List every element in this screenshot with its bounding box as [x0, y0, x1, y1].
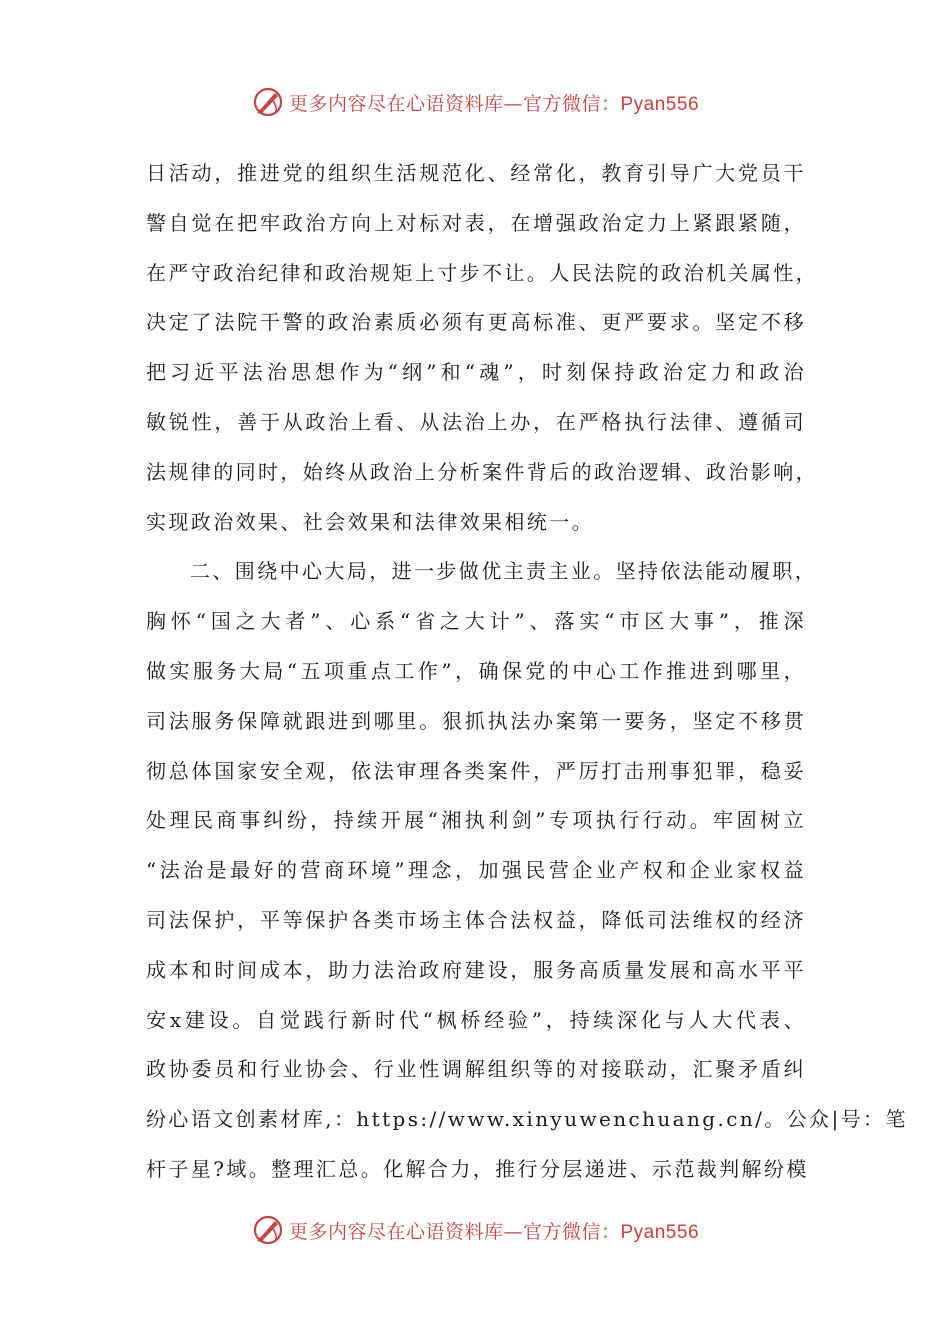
body-line: 处理民商事纠纷，持续开展“湘执利剑”专项执行行动。牢固树立 [146, 808, 806, 833]
body-line: 做实服务大局“五项重点工作”，确保党的中心工作推进到哪里， [146, 658, 806, 683]
body-line: 法规律的同时，始终从政治上分析案件背后的政治逻辑、政治影响， [146, 459, 818, 484]
header-banner [0, 82, 950, 122]
body-line: 二、围绕中心大局，进一步做优主责主业。坚持依法能动履职， [190, 559, 818, 584]
body-line: 警自觉在把牢政治方向上对标对表，在增强政治定力上紧跟紧随， [146, 210, 806, 235]
body-line: 政协委员和行业协会、行业性调解组织等的对接联动，汇聚矛盾纠 [146, 1057, 806, 1082]
body-line: 在严守政治纪律和政治规矩上寸步不让。人民法院的政治机关属性， [146, 260, 818, 285]
body-line: 实现政治效果、社会效果和法律效果相统一。 [146, 509, 594, 534]
document-body [146, 149, 908, 1195]
body-line: 纷心语文创素材库,：https://www.xinyuwenchuang.cn/。公众|号：笔 [146, 1107, 908, 1132]
header-wechat-id: Pyan556 [620, 93, 700, 115]
body-line: 日活动，推进党的组织生活规范化、经常化，教育引导广大党员干 [146, 161, 806, 185]
body-line: 胸怀“国之大者”、心系“省之大计”、落实“市区大事”，推深 [146, 609, 806, 634]
body-line: 决定了法院干警的政治素质必须有更高标准、更严要求。坚定不移 [146, 310, 806, 335]
header-banner-text: 更多内容尽在心语资料库—官方微信：Pyan556 [288, 92, 700, 115]
footer-wechat-id: Pyan556 [620, 1221, 700, 1243]
body-line: 司法保护，平等保护各类市场主体合法权益，降低司法维权的经济 [146, 907, 806, 932]
body-line: 安x建设。自觉践行新时代“枫桥经验”，持续深化与人大代表、 [146, 1007, 806, 1032]
body-line: “法治是最好的营商环境”理念，加强民营企业产权和企业家权益 [146, 858, 806, 883]
body-line: 成本和时间成本，助力法治政府建设，服务高质量发展和高水平平 [146, 957, 806, 982]
body-line: 杆子星?域。整理汇总。化解合力，推行分层递进、示范裁判解纷模 [146, 1156, 809, 1181]
body-line: 把习近平法治思想作为“纲”和“魂”，时刻保持政治定力和政治 [146, 360, 806, 385]
pen-logo-icon [251, 85, 285, 119]
footer-banner [0, 1210, 950, 1250]
body-line: 敏锐性，善于从政治上看、从法治上办，在严格执行法律、遵循司 [146, 409, 806, 434]
body-line: 司法服务保障就跟进到哪里。狠抓执法办案第一要务，坚定不移贯 [146, 708, 806, 733]
body-line: 彻总体国家安全观，依法审理各类案件，严厉打击刑事犯罪，稳妥 [146, 758, 806, 783]
pen-logo-icon [251, 1213, 285, 1247]
footer-banner-text: 更多内容尽在心语资料库—官方微信：Pyan556 [288, 1220, 700, 1243]
